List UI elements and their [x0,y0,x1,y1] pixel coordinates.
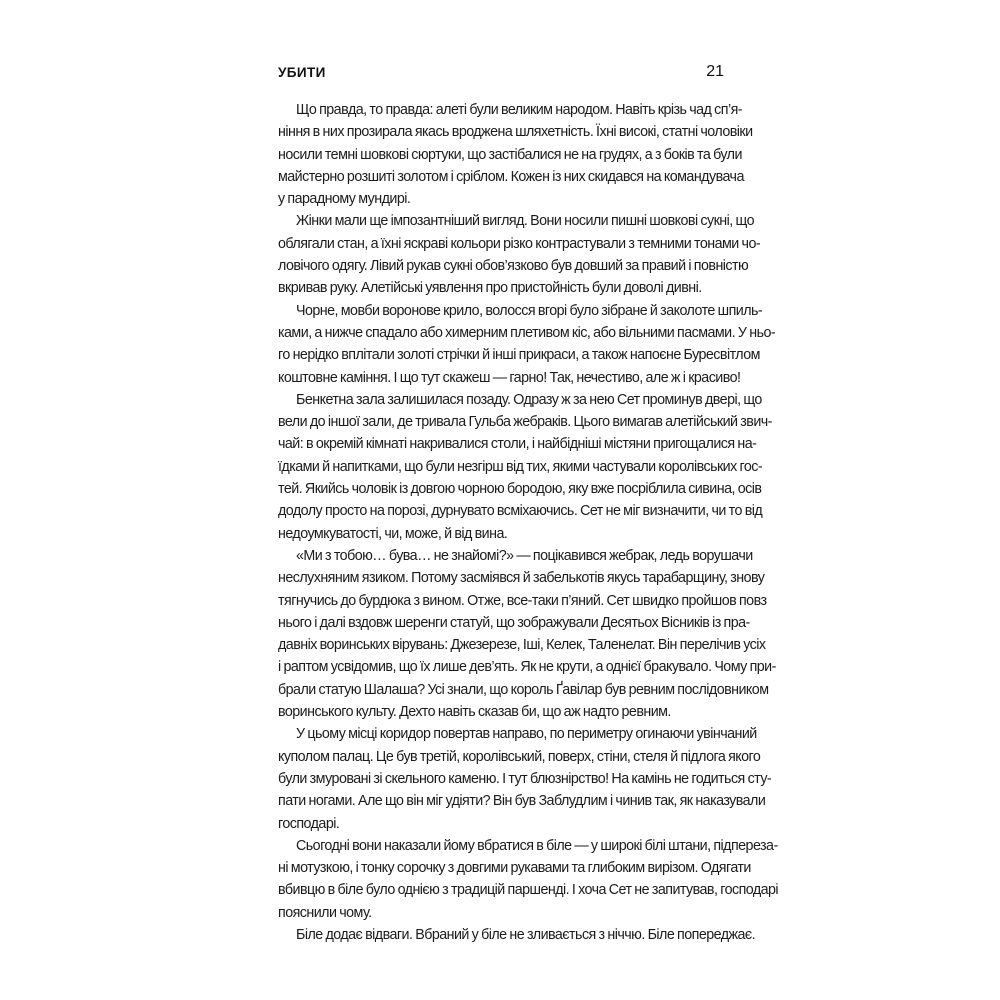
text-line: ками, а нижче спадало або химерним плетивом кіс, або вільними пасмами. У ньо- [278,324,776,341]
text-line: носили темні шовкові сюртуки, що застібалися не на грудях, а з боків та були [278,146,742,163]
text-line: вели до іншої зали, де тривала Гульба жебраків. Цього вимагав алетійський звич- [278,414,772,431]
text-line: вкривав руку. Алетійські уявлення про пристойність були доволі дивні. [278,280,702,297]
text-line: куполом палац. Це був третій, королівський, поверх, стіни, стеля й підлога якого [278,748,761,765]
text-line: недоумкуватості, чи, може, й від вина. [278,525,508,542]
paragraph [278,210,761,299]
text-line: го нерідко вплітали золоті стрічки й інші прикраси, а також напоєне Буресвітлом [278,347,760,364]
text-line: додолу просто на порозі, дурнувато всміхаючись. Сет не міг визначити, чи то від [278,503,763,520]
paragraph [278,99,753,210]
text-line: Бенкетна зала залишилася позаду. Одразу ж за нею Сет проминув двері, що [296,391,762,408]
text-line: господарі. [278,815,340,832]
text-line: чай: в окремій кімнаті накривалися столи, і найбідніші містяни пригощалися на- [278,436,757,453]
text-line: пояснили чому. [278,904,372,921]
text-line: ловічого одягу. Лівий рукав сукні обов’язково був довший за правий і повністю [278,258,749,275]
paragraph [278,300,776,389]
chapter-title: УБИТИ [278,65,326,80]
text-line: воринського культу. Дехто навіть сказав би, що аж надто ревним. [278,704,671,721]
text-line: Біле додає відваги. Вбраний у біле не зливається з ніччю. Біле попереджає. [296,926,756,943]
text-line: їдками й напитками, що були незгірш від тих, якими частували королівських гос- [278,458,763,475]
body-text [278,99,779,946]
text-line: давніх воринських вірувань: Джезерезе, Іші, Келек, Таленелат. Він перелічив усіх [278,637,766,654]
running-head [278,63,724,85]
text-line: нього і далі вздовж шеренги статуй, що зображували Десятьох Вісників із пра- [278,614,750,631]
text-line: У цьому місці коридор повертав направо, по периметру огинаючи увінчаний [296,726,757,743]
text-line: Що правда, то правда: алеті були великим народом. Навіть крізь чад сп’я- [296,102,742,118]
text-line: у парадному мундирі. [278,191,411,208]
page-number: 21 [706,63,724,80]
text-line: облягали стан, а їхні яскраві кольори різко контрастували з темними тонами чо- [278,235,761,252]
text-line: неслухняним язиком. Потому засміявся й забелькотів якусь тарабарщину, знову [278,570,765,587]
paragraph [278,835,779,924]
text-line: були змуровані зі скельного каменю. І тут блюзнірство! На камінь не годиться сту- [278,770,772,787]
text-line: Сьогодні вони наказали йому вбратися в біле — у широкі білі штани, підпереза- [296,837,778,854]
paragraph [278,924,756,946]
text-line: «Ми з тобою… бува… не знайомі?» — поцікавився жебрак, ледь ворушачи [296,547,753,564]
text-line: вбивцю в біле було однією з традицій паршенді. І хоча Сет не запитував, господарі [278,882,779,899]
paragraph [278,389,772,545]
text-line: ніння в них прозирала якась вроджена шляхетність. Їхні високі, статні чоловіки [278,124,753,141]
paragraph [278,723,772,834]
text-line: Жінки мали ще імпозантніший вигляд. Вони носили пишні шовкові сукні, що [296,213,754,230]
text-line: тягнучись до бурдюка з вином. Отже, все-таки п’яний. Сет швидко пройшов повз [278,592,767,609]
text-line: майстерно розшиті золотом і сріблом. Кожен із них скидався на командувача [278,168,744,185]
text-line: тей. Якийсь чоловік із довгою чорною бородою, яку вже посріблила сивина, осів [278,481,762,498]
text-line: пати ногами. Але що він міг удіяти? Він був Заблудлим і чинив так, як наказували [278,793,766,810]
text-line: і раптом усвідомив, що їх лише дев’ять. Як не крути, а однієї бракувало. Чому при- [278,659,776,676]
text-line: коштовне каміння. І що тут скажеш — гарно! Так, нечестиво, але ж і красиво! [278,369,741,386]
text-line: Чорне, мовби воронове крило, волосся вгорі було зібране й заколоте шпиль- [296,302,763,319]
text-line: ні мотузкою, і тонку сорочку з довгими рукавами та глибоким вирізом. Одягати [278,860,751,877]
paragraph [278,545,776,723]
text-line: брали статую Шалаша? Усі знали, що король Ґавілар був ревним послідовником [278,681,769,698]
